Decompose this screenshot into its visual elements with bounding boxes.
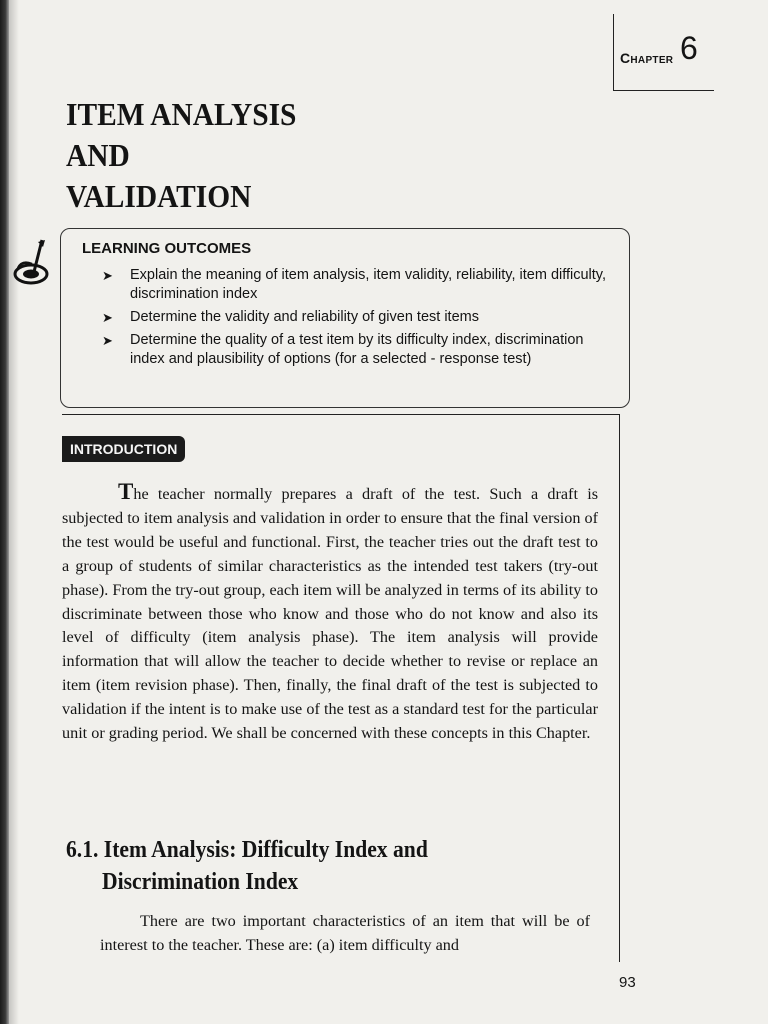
title-line-1: ITEM ANALYSIS — [66, 96, 297, 132]
learning-outcome-text: Determine the validity and reliability of given test items — [130, 309, 479, 325]
learning-outcome-text: Explain the meaning of item analysis, item validity, reliability, item difficulty, discrimination index — [130, 267, 607, 302]
learning-outcomes-heading: LEARNING OUTCOMES — [82, 240, 252, 257]
introduction-paragraph — [62, 480, 598, 746]
spine-shadow — [9, 0, 19, 1024]
introduction-badge: INTRODUCTION — [62, 436, 185, 462]
chapter-label: Chapter — [620, 50, 674, 66]
learning-outcomes-list — [100, 266, 610, 373]
arrow-bullet-icon: ➤ — [102, 310, 113, 325]
target-arrow-icon — [12, 238, 54, 290]
section-paragraph — [100, 910, 590, 957]
learning-outcome-item — [100, 266, 610, 304]
chapter-title — [66, 94, 296, 217]
section-heading-line-2: Discrimination Index — [102, 869, 299, 895]
dropcap-letter: T — [118, 479, 134, 504]
introduction-body: he teacher normally prepares a draft of the test. Such a draft is subjected to item analysis and validation in order to ensure that the final version of the test would be useful and functional. First, the teacher tries out the draft test to a group of students of similar characteristics as the intended test takers (try-out phase). From the try-out group, each item will be analyzed in terms of its ability to discriminate between those who know and those who do not know and also its level of difficulty (item analysis phase). The item analysis will provide information that will allow the teacher to decide whether to revise or replace an item (item revision phase). Then, finally, the final draft of the test is subjected to validation if the intent is to make use of the test as a standard test for the particular unit or grading period. We shall be concerned with these concepts in this Chapter. — [62, 485, 598, 743]
book-spine — [0, 0, 9, 1024]
learning-outcome-item — [100, 308, 610, 327]
page-number: 93 — [619, 974, 636, 991]
section-heading — [66, 834, 534, 898]
chapter-number: 6 — [680, 30, 698, 66]
section-heading-line-1: 6.1. Item Analysis: Difficulty Index and — [66, 837, 428, 863]
section-body: There are two important characteristics of an item that will be of interest to the teacher. These are: (a) item difficulty and — [100, 912, 590, 954]
title-line-3: VALIDATION — [66, 178, 252, 214]
learning-outcome-text: Determine the quality of a test item by its difficulty index, discrimination index and plausibility of options (for a selected - response test) — [130, 332, 584, 367]
title-line-2: AND — [66, 137, 130, 173]
learning-outcome-item — [100, 331, 610, 369]
arrow-bullet-icon: ➤ — [102, 333, 113, 348]
arrow-bullet-icon: ➤ — [102, 268, 113, 283]
